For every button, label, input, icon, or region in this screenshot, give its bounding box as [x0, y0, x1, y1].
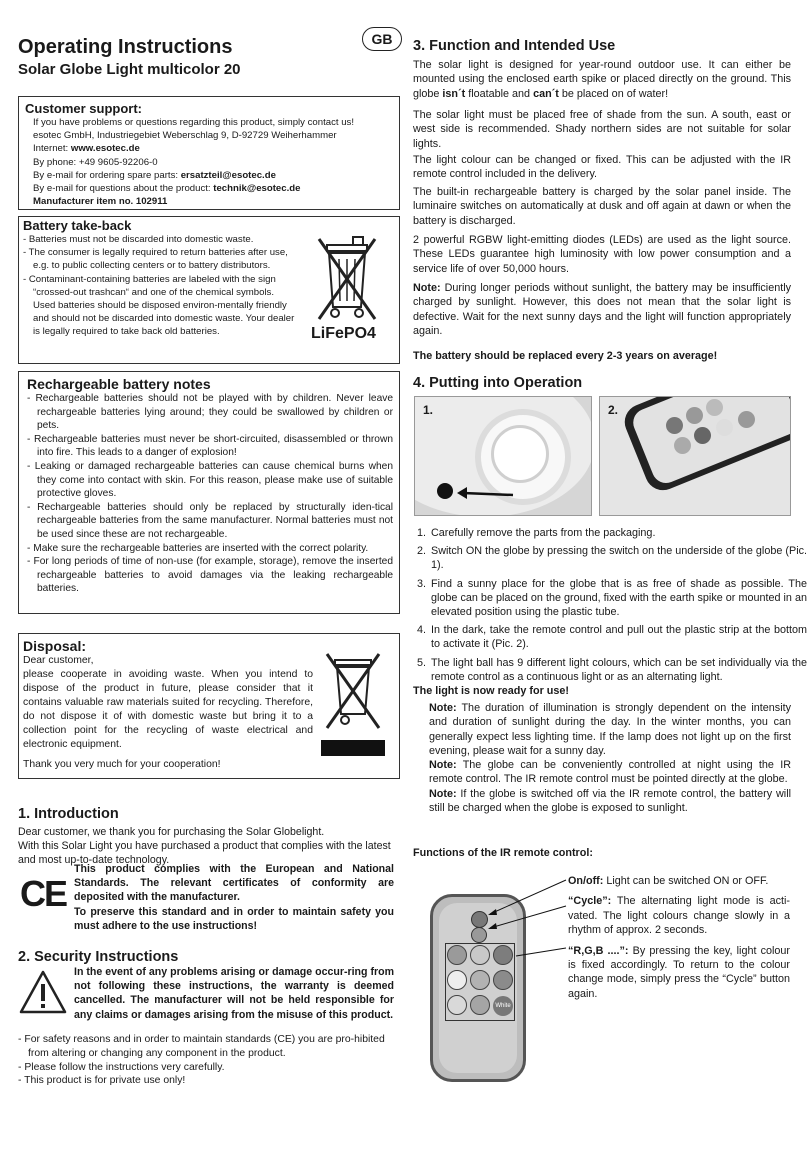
color-key[interactable] — [447, 995, 467, 1015]
support-internet: Internet: www.esotec.de — [33, 143, 140, 155]
support-phone: By phone: +49 9605-92206-0 — [33, 156, 158, 168]
white-key[interactable]: White — [493, 996, 513, 1016]
disposal-greeting: Dear customer, — [23, 655, 94, 666]
support-address: esotec GmbH, Industriegebiet Weberschlag 9, D-92729 Weiherhammer — [33, 130, 337, 142]
photo-globe-switch — [414, 396, 592, 516]
list-item: - For long periods of time of non-use (for example, storage), remove the inserted rechargeable batteries to avoid damages via the leaking rechargeable batteries. — [27, 556, 393, 595]
operation-note-2: Note: The globe can be conveniently controlled at night using the IR remote control. The IR remote control must be pointed directly at the globe. — [429, 759, 791, 786]
support-questions: By e-mail for questions about the product: technik@esotec.de — [33, 183, 301, 195]
page-title: Operating Instructions — [18, 36, 233, 58]
support-line: If you have problems or questions regarding this product, simply contact us! — [33, 117, 355, 128]
disposal-heading: Disposal: — [23, 638, 87, 654]
function-p5: 2 powerful RGBW light-emitting diodes (LEDs) are used as the light source. These LEDs guarantee high luminosity with low power consumption and a service life of over 50,000 hours. — [413, 234, 791, 275]
remote-heading: Functions of the IR remote control: — [413, 847, 593, 859]
list-item: - Please follow the instructions very carefully. — [18, 1061, 225, 1073]
list-item: - Batteries must not be discarded into domestic waste. — [23, 234, 254, 245]
ce-mark: CE — [20, 873, 67, 914]
function-note: Note: During longer periods without sunlight, the battery may be insufficiently charged by sunlight. However, this does not mean that the solar light is defective. Wait for the next sunny days and the light will function appropriately again. — [413, 282, 791, 338]
function-p1: The solar light is designed for year-round outdoor use. It can either be mounted using the enclosed earth spike or placed directly on the ground. This globe isn´t floatable and can´t be placed on of water! — [413, 59, 791, 100]
list-item: - Rechargeable batteries should not be played with by children. Never leave rechargeable batteries lying around; they could be swallowed by children or pets. — [27, 393, 393, 432]
list-item: 5. The light ball has 9 different light colours, which can be set individually via the remote control as a continuous light or as an alternating light. — [429, 656, 807, 684]
disposal-thanks: Thank you very much for your cooperation! — [23, 759, 221, 770]
list-item: 4. In the dark, take the remote control and pull out the plastic strip at the bottom to activate it (Pic. 2). — [429, 623, 807, 651]
weee-bar — [321, 740, 385, 756]
list-item: - Rechargeable batteries must never be short-circuited, disassembled or thrown into fire. This leads to a danger of explosion! — [27, 433, 393, 459]
pic-label: 2. — [608, 403, 619, 417]
color-key[interactable] — [447, 970, 467, 990]
list-item: - Contaminant-containing batteries are labeled with the sign “crossed-out trashcan“ and one of the chemical symbols. Used batteries should be disposed environ-mentally friendly and should not be discarded into domestic waste. Your dealer is legally required to take back old batteries. — [23, 273, 295, 338]
crossed-bin-icon — [313, 235, 383, 325]
support-heading: Customer support: — [25, 101, 142, 116]
website-link[interactable]: www.esotec.de — [70, 143, 140, 155]
language-badge: GB — [362, 27, 402, 51]
page-subtitle: Solar Globe Light multicolor 20 — [18, 61, 241, 78]
spare-email-link[interactable]: ersatzteil@esotec.de — [180, 169, 276, 181]
list-item: - Make sure the rechargeable batteries are inserted with the correct polarity. — [27, 542, 369, 554]
ce-statement-2: To preserve this standard and in order to maintain safety you must adhere to the use instructions! — [74, 905, 394, 932]
battery-takeback-box — [18, 216, 400, 364]
remote-rgb: “R,G,B ....”: By pressing the key, light colour is fixed accordingly. To return to the colour change mode, simply press the “Cycle” button again. — [568, 944, 790, 1000]
support-spare: By e-mail for ordering spare parts: ersatzteil@esotec.de — [33, 169, 276, 181]
color-key[interactable] — [493, 970, 513, 990]
battery-takeback-heading: Battery take-back — [23, 218, 132, 233]
list-item: 3. Find a sunny place for the globe that is as free of shade as possible. The globe can be placed on the ground, fixed with the earth spike or mounted in an elevated position using the plastic tube. — [429, 577, 807, 620]
function-p3: The light colour can be changed or fixed. This can be adjusted with the IR remote control included in the delivery. — [413, 154, 791, 181]
disposal-body: please cooperate in avoiding waste. When you intend to dispose of the product in future, please consider that it contains valuable raw materials suited for recycling. Therefore, do not dispose it of with domestic waste but bring it to a collection point for the recycling of waste electrical and electronic equipment. — [23, 669, 313, 750]
intro-p2: With this Solar Light you have purchased a product that complies with the latest and most up-to-date technology. — [18, 840, 391, 866]
list-item: - This product is for private use only! — [18, 1075, 186, 1087]
rechargeable-heading: Rechargeable battery notes — [27, 376, 211, 392]
pic-label: 1. — [423, 403, 434, 417]
function-p2: The solar light must be placed free of shade from the sun. A south, east or west side is recommended. Shady northern sides are not suitable for solar lights. — [413, 109, 791, 150]
color-key[interactable] — [447, 945, 467, 965]
list-item: - The consumer is legally required to return batteries after use, e.g. to public collecting centers or to battery distributors. — [23, 247, 288, 272]
list-item: - For safety reasons and in order to maintain standards (CE) you are pro-hibited from altering or changing any component in the product. — [18, 1034, 385, 1059]
weee-bin-icon — [321, 650, 387, 738]
ready-note: The light is now ready for use! — [413, 685, 569, 697]
arrow-icon — [455, 483, 515, 503]
function-heading: 3. Function and Intended Use — [413, 38, 616, 54]
disposal-box — [18, 633, 400, 779]
warning-icon — [18, 969, 68, 1015]
list-item: - Leaking or damaged rechargeable batteries can cause chemical burns when they come into contact with skin. For this reason, please make use of suitable protective gloves. — [27, 460, 393, 500]
list-item: 2. Switch ON the globe by pressing the switch on the underside of the globe (Pic. 1). — [429, 544, 807, 572]
chemical-symbol: LiFePO4 — [311, 325, 376, 342]
tech-email-link[interactable]: technik@esotec.de — [213, 183, 301, 195]
intro-heading: 1. Introduction — [18, 806, 119, 822]
list-item: 1. Carefully remove the parts from the packaging. — [429, 526, 807, 540]
rechargeable-notes-box — [18, 371, 400, 614]
operation-heading: 4. Putting into Operation — [413, 375, 583, 391]
color-key[interactable] — [470, 995, 490, 1015]
security-heading: 2. Security Instructions — [18, 949, 179, 965]
operation-note-1: Note: The duration of illumination is strongly dependent on the intensity and duration of sunlight during the day. In the winter months, you can generally expect less lighting time. If the lamp does not light up on the first evening, please wait for a sunny day. — [429, 702, 791, 757]
function-p4: The built-in rechargeable battery is charged by the solar panel inside. The luminaire switches on automatically at dusk and off again at dawn or when the battery is discharged. — [413, 186, 791, 227]
ce-statement: This product complies with the European and National Standards. The relevant certificates of conformity are deposited with the manufacturer. — [74, 863, 394, 904]
callout-lines — [470, 870, 570, 970]
manufacturer-item: Manufacturer item no. 102911 — [33, 196, 168, 208]
remote-cycle: “Cycle”: The alternating light mode is acti-vated. The light colours change slowly in a rhythm of approx. 2 seconds. — [568, 895, 790, 937]
customer-support-box — [18, 96, 400, 210]
security-warning: In the event of any problems arising or damage occur-ring from not following these instructions, the warranty is deemed cancelled. The manufacturer will not be held responsible for any claims or damages arising from the misuse of this product. — [74, 966, 394, 1021]
operation-steps — [413, 526, 807, 688]
battery-replace-note: The battery should be replaced every 2-3 years on average! — [413, 350, 718, 362]
remote-onoff: On/off: Light can be switched ON or OFF. — [568, 875, 769, 887]
photo-remote-strip — [599, 396, 791, 516]
operation-note-3: Note: If the globe is switched off via the IR remote control, the battery will still be charged when the globe is exposed to sunlight. — [429, 787, 791, 815]
intro-p1: Dear customer, we thank you for purchasing the Solar Globelight. — [18, 826, 325, 838]
color-key[interactable] — [470, 970, 490, 990]
list-item: - Rechargeable batteries should only be replaced by structurally iden-tical rechargeable batteries from the same manufacturer. Normal batteries must not be used since these are not rechargeable. — [27, 501, 393, 540]
